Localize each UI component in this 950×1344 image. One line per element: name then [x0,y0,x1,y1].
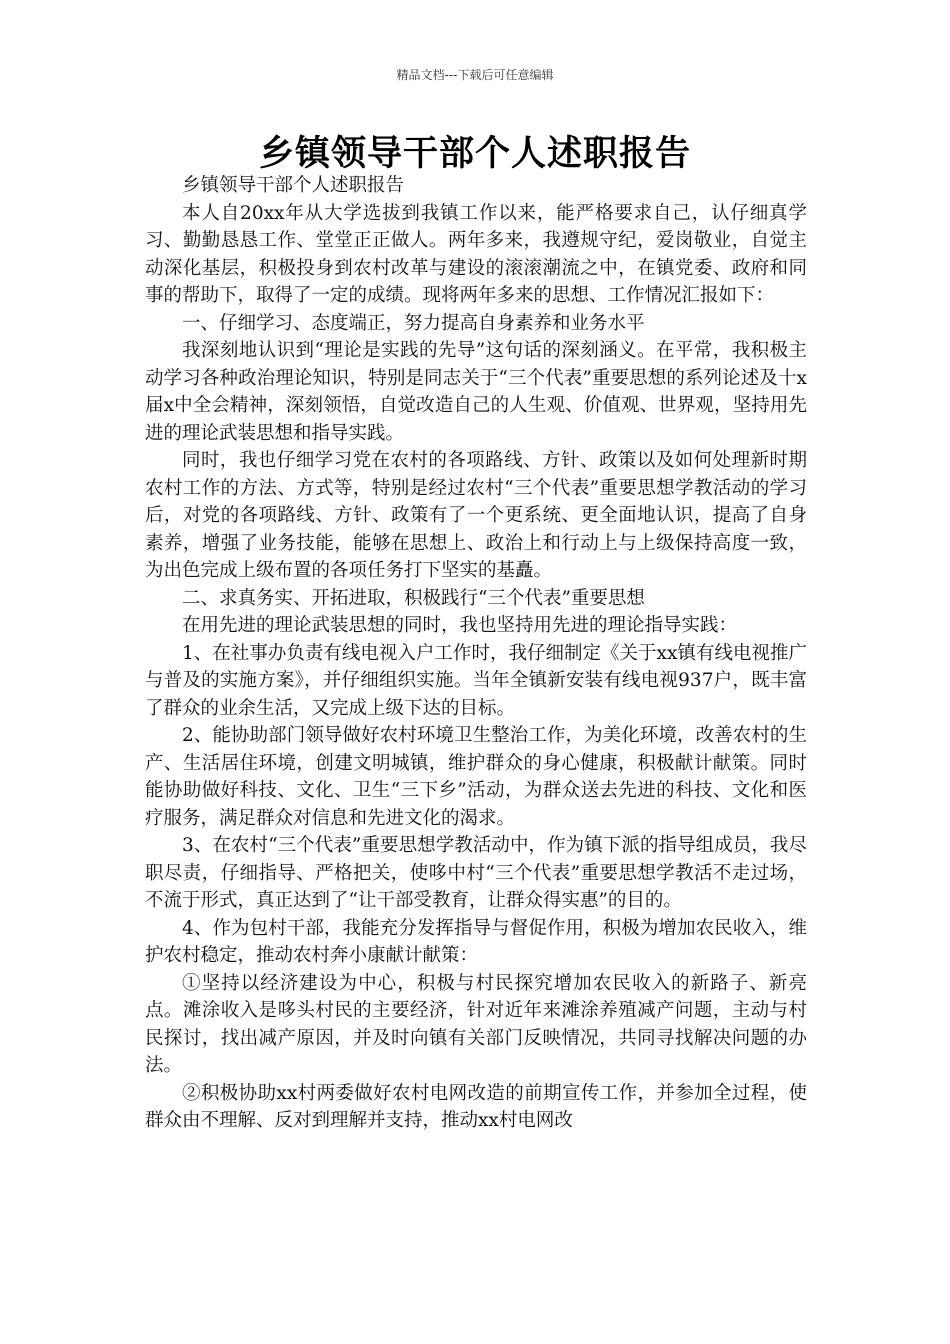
list-item-3: 3、在农村“三个代表”重要思想学教活动中，作为镇下派的指导组成员，我尽职尽责，仔细指导、严格把关，使哆中村“三个代表”重要思想学教活不走过场，不流于形式，真正达到了“让干部受教育，让群众得实惠”的目的。 [145,835,807,911]
document-body [145,172,807,1135]
body-paragraph: 在用先进的理论武装思想的同时，我也坚持用先进的理论指导实践： [182,615,738,636]
sub-item-2: ②积极协助xx村两委做好农村电网改造的前期宣传工作，并参加全过程，使群众由不理解、反对到理解并支持，推动xx村电网改 [145,1082,807,1131]
list-item-2: 2、能协助部门领导做好农村环境卫生整治工作，为美化环境，改善农村的生产、生活居住环境，创建文明城镇，维护群众的身心健康，积极献计献策。同时能协助做好科技、文化、卫生“三下乡”活动，为群众送去先进的科技、文化和医疗服务，满足群众对信息和先进文化的渴求。 [145,725,807,829]
document-title: 乡镇领导干部个人述职报告 [258,134,691,174]
list-item-1: 1、在社事办负责有线电视入户工作时，我仔细制定《关于xx镇有线电视推广与普及的实施方案》，并仔细组织实施。当年全镇新安装有线电视937户，既丰富了群众的业余生活，又完成上级下达的目标。 [145,642,807,719]
body-paragraph: 我深刻地认识到“理论是实践的先导”这句话的深刻涵义。在平常，我积极主动学习各种政治理论知识，特别是同志关于“三个代表”重要思想的系列论述及十x届x中全会精神，深刻领悟，自觉改造自己的人生观、价值观、世界观，坚持用先进的理论武装思想和指导实践。 [145,340,807,444]
subtitle-paragraph: 乡镇领导干部个人述职报告 [182,175,405,196]
list-item-4: 4、作为包村干部，我能充分发挥指导与督促作用，积极为增加农民收入，维护农村稳定，推动农村奔小康献计献策： [145,917,807,966]
sub-item-1: ①坚持以经济建设为中心，积极与村民探究增加农民收入的新路子、新亮点。滩涂收入是哆头村民的主要经济，针对近年来滩涂养殖减产问题，主动与村民探讨，找出减产原因，并及时向镇有关部门反映情况，共同寻找解决问题的办法。 [145,972,807,1076]
section-heading-1: 一、仔细学习、态度端正，努力提高自身素养和业务水平 [182,312,645,334]
header-note: 精品文档---下载后可任意编辑 [396,68,554,82]
body-paragraph: 同时，我也仔细学习党在农村的各项路线、方针、政策以及如何处理新时期农村工作的方法、方式等，特别是经过农村“三个代表”重要思想学教活动的学习后，对党的各项路线、方针、政策有了一个更系统、更全面地认识，提高了自身素养，增强了业务技能，能够在思想上、政治上和行动上与上级保持高度一致，为出色完成上级布置的各项任务打下坚实的基矗。 [145,450,807,581]
intro-paragraph: 本人自20xx年从大学选拔到我镇工作以来，能严格要求自己，认仔细真学习、勤勤恳恳工作、堂堂正正做人。两年多来，我遵规守纪，爱岗敬业，自觉主动深化基层，积极投身到农村改革与建设的滚滚潮流之中，在镇党委、政府和同事的帮助下，取得了一定的成绩。现将两年多来的思想、工作情况汇报如下： [145,202,807,306]
section-heading-2: 二、求真务实、开拓进取，积极践行“三个代表”重要思想 [182,587,645,609]
